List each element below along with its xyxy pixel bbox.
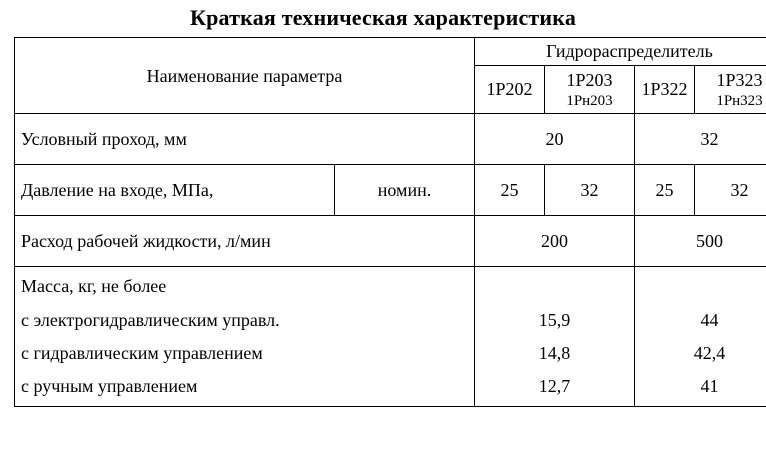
row-value-right: 32 bbox=[635, 114, 766, 165]
header-column-1-main: 1Р202 bbox=[486, 79, 533, 100]
mass-line-right-2: 42,4 bbox=[693, 342, 726, 363]
header-column-4 bbox=[695, 66, 766, 114]
row-parameter-label: Давление на входе, МПа, bbox=[15, 165, 335, 216]
row-value-c3: 25 bbox=[635, 165, 695, 216]
row-sub-label: номин. bbox=[335, 165, 475, 216]
header-column-3-main: 1Р322 bbox=[641, 79, 688, 100]
header-group-label: Гидрораспределитель bbox=[475, 38, 766, 66]
mass-line-left-1: 15,9 bbox=[538, 309, 571, 330]
row-value-left: 20 bbox=[475, 114, 635, 165]
header-parameter-name: Наименование параметра bbox=[15, 38, 475, 114]
mass-spacer-right bbox=[641, 270, 766, 303]
mass-line-right-1: 44 bbox=[700, 309, 719, 330]
mass-labels-cell bbox=[15, 267, 475, 407]
mass-values-left-cell bbox=[475, 267, 635, 407]
row-parameter-label: Расход рабочей жидкости, л/мин bbox=[15, 216, 475, 267]
row-value-c4: 32 bbox=[695, 165, 766, 216]
mass-line-right-3: 41 bbox=[700, 376, 719, 397]
header-column-2 bbox=[545, 66, 635, 114]
mass-heading: Масса, кг, не более bbox=[21, 276, 167, 297]
mass-line-label-2: с гидравлическим управлением bbox=[21, 342, 263, 363]
mass-line-left-3: 12,7 bbox=[538, 376, 571, 397]
mass-line-label-3: с ручным управлением bbox=[21, 376, 198, 397]
header-column-3 bbox=[635, 66, 695, 114]
table-row bbox=[15, 165, 766, 216]
spec-table bbox=[14, 37, 766, 407]
header-column-2-main: 1Р203 bbox=[566, 70, 613, 90]
header-column-2-sub: 1Рн203 bbox=[566, 92, 613, 109]
header-column-1 bbox=[475, 66, 545, 114]
row-parameter-label: Условный проход, мм bbox=[15, 114, 475, 165]
row-value-left: 200 bbox=[475, 216, 635, 267]
row-value-right: 500 bbox=[635, 216, 766, 267]
table-row bbox=[15, 114, 766, 165]
table-header-row-group bbox=[15, 38, 766, 66]
table-row bbox=[15, 216, 766, 267]
page-title: Краткая техническая характеристика bbox=[189, 5, 577, 30]
mass-line-label-1: с электрогидравлическим управл. bbox=[21, 309, 280, 330]
mass-spacer-left bbox=[481, 270, 628, 303]
mass-line-left-2: 14,8 bbox=[538, 342, 571, 363]
table-row-mass bbox=[15, 267, 766, 407]
row-value-c1: 25 bbox=[475, 165, 545, 216]
header-column-4-main: 1Р323 bbox=[716, 70, 763, 90]
header-column-4-sub: 1Рн323 bbox=[716, 92, 763, 109]
mass-values-right-cell bbox=[635, 267, 766, 407]
row-value-c2: 32 bbox=[545, 165, 635, 216]
